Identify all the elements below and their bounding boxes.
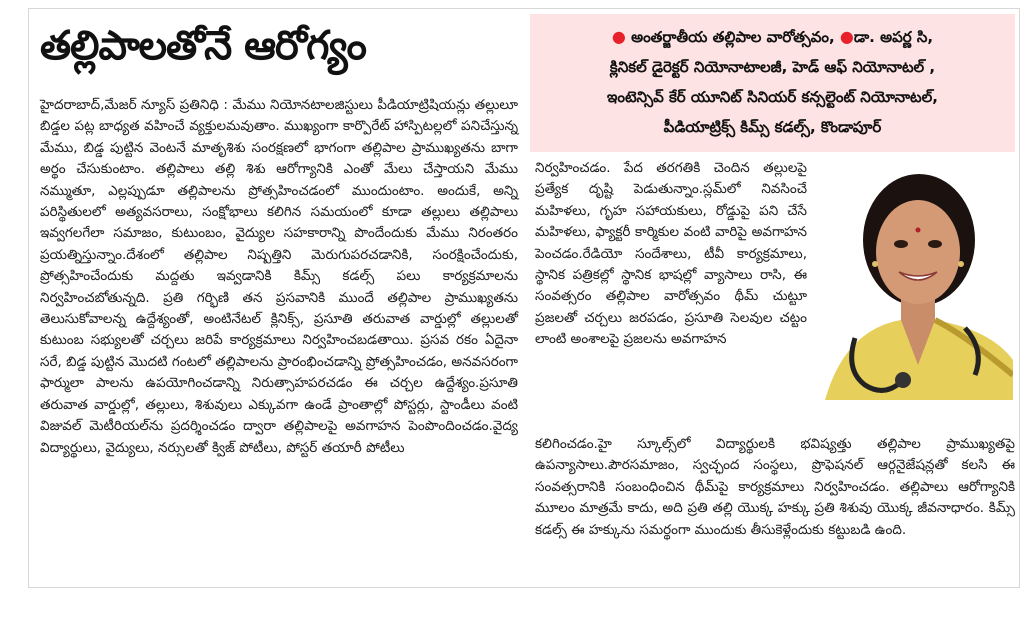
info-box-line-3: ఇంటెన్సివ్ కేర్ యూనిట్ సినియర్ కన్సల్టెంట్ నియోనాటల్, xyxy=(607,88,938,106)
bullet-icon: ● xyxy=(839,27,854,46)
article-bottom-column xyxy=(535,434,1015,541)
article-left-column xyxy=(40,95,518,459)
info-box-line-2: క్లినికల్ డైరెక్టర్ నియోనాటాలజీ, హెడ్ ఆఫ్ నియోనాటల్ , xyxy=(609,58,936,76)
doctor-photo xyxy=(815,160,1013,400)
bottom-column-text: కలిగించడం.హై స్కూల్స్‌లో విద్యార్థులకి భవిష్యత్తు తల్లిపాల ప్రాముఖ్యతపై ఉపన్యాసాలు.పౌరసమాజం, స్వచ్ఛంద సంస్థలు, ప్రొఫెషనల్ ఆర్గనైజేషన్లతో కలసి ఈ సంవత్సరానికి సంబంధించిన థీమ్‌పై కార్యక్రమాలు నిర్వహించడం. తల్లిపాలు ఆరోగ్యానికి మూలం మాత్రమే కాదు, అది ప్రతి తల్లి యొక్క హక్కు ప్రతి శిశువు యొక్క జీవనాధారం. కిమ్స్ కడల్స్ ఈ హక్కును సమర్థంగా ముందుకు తీసుకెళ్లేందుకు కట్టుబడి ఉంది. xyxy=(535,436,1015,538)
middle-column-text: నిర్వహించడం. పేద తరగతికి చెందిన తల్లులపై ప్రత్యేక దృష్టి పెడుతున్నాం.స్లమ్‌లో నివసించే మహిళలు, గృహ సహాయకులు, రోడ్డుపై పని చేసే మహిళలు, ఫ్యాక్టరీ కార్మికుల వంటి వారిపై అవగాహన పెంచడం.రేడియో సందేశాలు, టీవీ కార్యక్రమాలు, స్థానిక పత్రికల్లో స్థానిక భాషల్లో వ్యాసాలు రాసి, ఈ సంవత్సరం తల్లిపాల వారోత్సవం థీమ్ చుట్టూ ప్రజలతో చర్చలు జరపడం, ప్రసూతి సెలవుల చట్టం లాంటి అంశాలపై ప్రజలను అవగాహన xyxy=(535,160,807,348)
doctor-portrait-image xyxy=(815,160,1013,400)
info-box xyxy=(530,14,1015,152)
article-middle-column xyxy=(535,158,807,351)
info-box-line-4: పీడియాట్రిక్స్ కిమ్స్ కడల్స్, కొండాపూర్ xyxy=(663,118,882,136)
headline: తల్లిపాలతోనే ఆరోగ్యం xyxy=(40,23,366,69)
page-bottom-margin xyxy=(0,592,1034,628)
left-column-text: హైదరాబాద్,మేజర్ న్యూస్ ప్రతినిధి : మేము నియోనటాలజిస్టులు పీడియాట్రిషియన్లు తల్లులూ బిడ్డల పట్ల బాధ్యత వహించే వ్యక్తులమవుతాం. ముఖ్యంగా కార్పొరేట్ హాస్పిటల్లలో పనిచేస్తున్న మేము, బిడ్డ పుట్టిన వెంటనే మాతృశిశు సంరక్షణలో భాగంగా తల్లిపాల ప్రాముఖ్యతను బాగా అర్థం చేసుకుంటాం. తల్లిపాలు తల్లి శిశు ఆరోగ్యానికి ఎంతో మేలు చేస్తాయని మేము నమ్ముతూ, ఎల్లప్పుడూ తల్లిపాలను ప్రోత్సహించడంలో ముందుంటాం. అందుకే, అన్ని పరిస్థితులలో అత్యవసరాలు, సంక్షోభాలు కలిగిన సమయంలో కూడా తల్లులు తల్లిపాలు ఇవ్వగలగేలా సమాజం, కుటుంబం, వైద్యుల సహకారాన్ని పొందేందుకు మేము నిరంతరం ప్రయత్నిస్తున్నాం.దేశంలో తల్లిపాల నిష్పత్తిని మెరుగుపరచడానికి, సంరక్షించేందుకు, ప్రోత్సహించేందుకు మద్దతు ఇవ్వడానికి కిమ్స్ కడల్స్ పలు కార్యక్రమాలను నిర్వహించబోతున్నది. ప్రతి గర్భిణి తన ప్రసవానికి ముందే తల్లిపాల ప్రాముఖ్యతను తెలుసుకోవాలన్న ఉద్దేశ్యంతో, అంటినేటల్ క్లినిక్స్, ప్రసూతి తరువాత వార్డుల్లో తల్లులతో కుటుంబ సభ్యులతో చర్చలు జరిపే కార్యక్రమాలు నిర్వహించబడతాయి. ప్రసవ రకం ఏదైనా సరే, బిడ్డ పుట్టిన మొదటి గంటలో తల్లిపాలను ప్రారంభించడాన్ని ప్రోత్సహించడం, అనవసరంగా ఫార్ములా పాలను ఉపయోగించడాన్ని నిరుత్సాహపరచడం ఈ చర్చల ఉద్దేశ్యం.ప్రసూతి తరువాత వార్డుల్లో, తల్లులు, శిశువులు ఎక్కువగా ఉండే ప్రాంతాల్లో పోస్టర్లు, స్టాండీలు వంటి విజువల్ మెటీరియల్‌ను ప్రదర్శించడం ద్వారా తల్లిపాలపై అవగాహన పెంపొందించడం.వైద్య విద్యార్థులు, వైద్యులు, నర్సులతో క్విజ్ పోటీలు, పోస్టర్ తయారీ పోటీలు xyxy=(40,97,518,456)
info-box-doctor: డా. అపర్ణ సి, xyxy=(853,28,934,46)
info-box-line-1 xyxy=(540,22,1005,52)
info-box-event: అంతర్జాతీయ తల్లిపాల వారోత్సవం, xyxy=(631,28,835,46)
bullet-icon: ● xyxy=(611,27,626,46)
